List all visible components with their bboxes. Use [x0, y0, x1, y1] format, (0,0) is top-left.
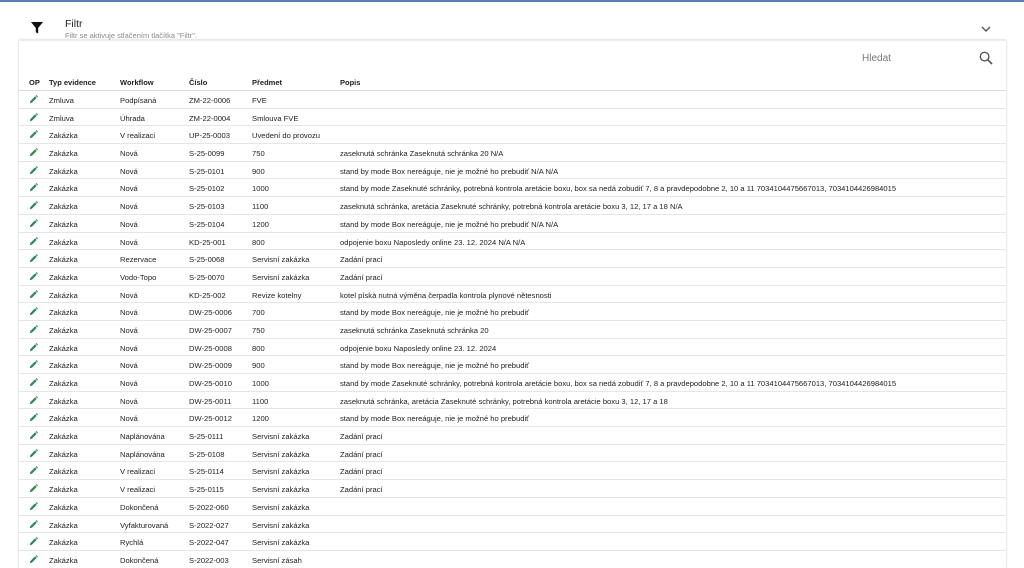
cell-cislo: S-25-0102: [189, 184, 225, 194]
cell-predmet: Servisní zásah: [252, 555, 302, 565]
cell-predmet: 1100: [252, 202, 269, 212]
cell-workflow: Nová: [120, 414, 138, 424]
cell-predmet: 1200: [252, 414, 269, 424]
edit-pencil-icon[interactable]: [29, 360, 38, 369]
cell-cislo: S-25-0103: [189, 202, 225, 212]
edit-pencil-icon[interactable]: [29, 413, 38, 422]
cell-typ-evidence: Zakázka: [49, 202, 78, 212]
cell-cislo: S-25-0111: [189, 432, 224, 442]
cell-workflow: Naplánována: [120, 432, 165, 442]
cell-workflow: Úhrada: [120, 113, 145, 123]
table-row[interactable]: [19, 215, 1006, 233]
cell-workflow: Vyfakturovaná: [120, 520, 169, 530]
cell-workflow: Dokončená: [120, 502, 159, 512]
cell-workflow: Nová: [120, 343, 138, 353]
cell-typ-evidence: Zakázka: [49, 449, 78, 459]
table-row[interactable]: [19, 250, 1006, 268]
cell-workflow: Naplánována: [120, 449, 165, 459]
cell-workflow: Nová: [120, 361, 138, 371]
cell-workflow: Nová: [120, 219, 138, 229]
cell-typ-evidence: Zakázka: [49, 325, 78, 335]
cell-workflow: Nová: [120, 166, 138, 176]
edit-pencil-icon[interactable]: [29, 396, 38, 405]
cell-cislo: S-25-0101: [189, 166, 225, 176]
cell-cislo: S-25-0114: [189, 467, 224, 477]
filter-icon: [31, 22, 43, 34]
cell-predmet: Servisní zakázka: [252, 485, 310, 495]
table-row[interactable]: [19, 339, 1006, 357]
table-row[interactable]: [19, 179, 1006, 197]
table-row[interactable]: [19, 303, 1006, 321]
cell-workflow: Podpísaná: [120, 96, 157, 105]
cell-predmet: Uvedení do provozu: [252, 131, 320, 141]
table-row[interactable]: [19, 321, 1006, 339]
cell-workflow: Nová: [120, 379, 138, 388]
cell-predmet: 1000: [252, 379, 269, 388]
table-header: [19, 74, 1006, 91]
edit-pencil-icon[interactable]: [29, 166, 38, 175]
search-icon[interactable]: [979, 51, 993, 65]
cell-predmet: Servisní zakázka: [252, 272, 310, 282]
cell-popis: zaseknutá schránka Zaseknutá schránka 20: [340, 325, 489, 335]
cell-popis: stand by mode Box nereáguje, nie je možné ho prebudiť: [340, 414, 530, 424]
cell-typ-evidence: Zakázka: [49, 432, 78, 442]
cell-workflow: Nová: [120, 184, 138, 194]
cell-popis: Zadání prací: [340, 432, 383, 442]
records-table-card: [19, 40, 1006, 568]
cell-predmet: Servisní zakázka: [252, 502, 310, 512]
cell-typ-evidence: Zmluva: [49, 113, 74, 123]
table-row[interactable]: [19, 392, 1006, 410]
table-row[interactable]: [19, 126, 1006, 144]
edit-pencil-icon[interactable]: [29, 449, 38, 458]
cell-typ-evidence: Zmluva: [49, 96, 74, 105]
table-row[interactable]: [19, 268, 1006, 286]
table-row[interactable]: [19, 516, 1006, 534]
cell-predmet: Servisní zakázka: [252, 467, 310, 477]
cell-typ-evidence: Zakázka: [49, 396, 78, 406]
cell-workflow: V realizaci: [120, 485, 156, 495]
cell-popis: Zadání prací: [340, 272, 383, 282]
edit-pencil-icon[interactable]: [29, 201, 38, 210]
cell-workflow: Rychlá: [120, 538, 144, 548]
table-row[interactable]: [19, 197, 1006, 215]
column-header-predmet[interactable]: Předmet: [252, 78, 283, 87]
cell-typ-evidence: Zakázka: [49, 538, 78, 548]
cell-workflow: Nová: [120, 396, 138, 406]
edit-pencil-icon[interactable]: [29, 237, 38, 246]
cell-cislo: S-25-0068: [189, 255, 225, 265]
cell-predmet: Servisní zakázka: [252, 432, 310, 442]
cell-workflow: Nová: [120, 290, 138, 300]
cell-cislo: DW-25-0012: [189, 414, 232, 424]
edit-pencil-icon[interactable]: [29, 148, 38, 157]
cell-cislo: S-25-0070: [189, 272, 225, 282]
cell-predmet: 750: [252, 325, 265, 335]
cell-popis: odpojenie boxu Naposledy online 23. 12. 2024 N/A N/A: [340, 237, 526, 247]
cell-typ-evidence: Zakázka: [49, 272, 78, 282]
column-header-op[interactable]: OP: [29, 78, 40, 87]
cell-workflow: V realizaci: [120, 131, 156, 141]
edit-pencil-icon[interactable]: [29, 183, 38, 192]
table-row[interactable]: [19, 91, 1006, 109]
cell-workflow: Nová: [120, 237, 138, 247]
cell-cislo: UP-25-0003: [189, 131, 230, 141]
cell-cislo: S-25-0108: [189, 449, 225, 459]
edit-pencil-icon[interactable]: [29, 254, 38, 263]
cell-predmet: Servisní zakázka: [252, 449, 310, 459]
cell-popis: stand by mode Box nereáguje, nie je možné ho prebudiť N/A N/A: [340, 166, 559, 176]
cell-typ-evidence: Zakázka: [49, 290, 78, 300]
cell-workflow: Nová: [120, 325, 138, 335]
edit-pencil-icon[interactable]: [29, 431, 38, 440]
table-row[interactable]: [19, 498, 1006, 516]
table-row[interactable]: [19, 233, 1006, 251]
cell-popis: Zadání prací: [340, 449, 383, 459]
cell-typ-evidence: Zakázka: [49, 131, 78, 141]
table-row[interactable]: [19, 286, 1006, 304]
cell-popis: zaseknutá schránka, aretácia Zaseknuté schránky, potrebná kontrola aretácie boxu 3, 12, 17 a 18: [340, 396, 668, 406]
cell-predmet: Servisní zakázka: [252, 255, 310, 265]
table-row[interactable]: [19, 409, 1006, 427]
cell-predmet: 800: [252, 237, 265, 247]
edit-pencil-icon[interactable]: [29, 95, 38, 104]
column-header-workflow[interactable]: Workflow: [120, 78, 154, 87]
cell-popis: odpojenie boxu Naposledy online 23. 12. 2024: [340, 343, 497, 353]
edit-pencil-icon[interactable]: [29, 378, 38, 387]
cell-cislo: S-25-0104: [189, 219, 225, 229]
cell-popis: stand by mode Zaseknuté schránky, potrebná kontrola aretácie boxu, box sa nedá zobudiť 7, 8 a pravdepodobne 2, 10 a 11 7034104475667013, 7034104426984015: [340, 379, 897, 388]
cell-typ-evidence: Zakázka: [49, 308, 78, 318]
filter-title: Filtr: [65, 18, 83, 30]
cell-cislo: S-25-0115: [189, 485, 224, 495]
cell-predmet: 900: [252, 166, 265, 176]
cell-typ-evidence: Zakázka: [49, 237, 78, 247]
cell-typ-evidence: Zakázka: [49, 414, 78, 424]
cell-typ-evidence: Zakázka: [49, 166, 78, 176]
cell-cislo: S-2022-003: [189, 555, 229, 565]
cell-cislo: ZM-22-0006: [189, 96, 231, 105]
cell-popis: stand by mode Zaseknuté schránky, potrebná kontrola aretácie boxu, box sa nedá zobudiť 7, 8 a pravdepodobne 2, 10 a 11 7034104475667013, 7034104426984015: [340, 184, 897, 194]
cell-cislo: ZM-22-0004: [189, 113, 231, 123]
edit-pencil-icon[interactable]: [29, 325, 38, 334]
cell-cislo: DW-25-0008: [189, 343, 232, 353]
cell-popis: Zadání prací: [340, 255, 383, 265]
column-header-popis[interactable]: Popis: [340, 78, 361, 87]
cell-workflow: Nová: [120, 149, 138, 159]
cell-typ-evidence: Zakázka: [49, 255, 78, 265]
cell-predmet: 1200: [252, 219, 269, 229]
cell-predmet: Revize kotelny: [252, 290, 302, 300]
cell-cislo: KD-25-001: [189, 237, 226, 247]
cell-predmet: Servisní zakázka: [252, 538, 310, 548]
cell-workflow: Nová: [120, 308, 138, 318]
edit-pencil-icon[interactable]: [29, 484, 38, 493]
cell-workflow: V realizaci: [120, 467, 156, 477]
cell-cislo: S-25-0099: [189, 149, 225, 159]
cell-cislo: DW-25-0007: [189, 325, 232, 335]
cell-typ-evidence: Zakázka: [49, 343, 78, 353]
table-body: [19, 91, 1006, 568]
cell-popis: kotel pískà nutná výměna čerpadla kontrola plynové nětesnosti: [340, 290, 552, 300]
cell-cislo: S-2022-060: [189, 502, 229, 512]
cell-typ-evidence: Zakázka: [49, 520, 78, 530]
cell-workflow: Vodo-Topo: [120, 272, 157, 282]
edit-pencil-icon[interactable]: [29, 520, 38, 529]
edit-pencil-icon[interactable]: [29, 219, 38, 228]
cell-typ-evidence: Zakázka: [49, 184, 78, 194]
edit-pencil-icon[interactable]: [29, 272, 38, 281]
cell-typ-evidence: Zakázka: [49, 555, 78, 565]
edit-pencil-icon[interactable]: [29, 502, 38, 511]
cell-workflow: Nová: [120, 202, 138, 212]
cell-predmet: 750: [252, 149, 265, 159]
edit-pencil-icon[interactable]: [29, 555, 38, 564]
cell-typ-evidence: Zakázka: [49, 219, 78, 229]
filter-panel-header[interactable]: [0, 2, 1024, 40]
cell-popis: zaseknutá schránka Zaseknutá schránka 20 N/A: [340, 149, 504, 159]
edit-pencil-icon[interactable]: [29, 466, 38, 475]
table-row[interactable]: [19, 480, 1006, 498]
cell-predmet: 700: [252, 308, 265, 318]
edit-pencil-icon[interactable]: [29, 343, 38, 352]
cell-predmet: 900: [252, 361, 265, 371]
table-row[interactable]: [19, 356, 1006, 374]
table-row[interactable]: [19, 162, 1006, 180]
cell-popis: stand by mode Box nereáguje, nie je možné ho prebudiť: [340, 361, 530, 371]
cell-typ-evidence: Zakázka: [49, 361, 78, 371]
cell-predmet: Servisní zakázka: [252, 520, 310, 530]
cell-workflow: Rezervace: [120, 255, 157, 265]
edit-pencil-icon[interactable]: [29, 130, 38, 139]
cell-cislo: DW-25-0006: [189, 308, 232, 318]
table-row[interactable]: [19, 533, 1006, 551]
cell-typ-evidence: Zakázka: [49, 149, 78, 159]
cell-predmet: Smlouva FVE: [252, 113, 299, 123]
table-row[interactable]: [19, 445, 1006, 463]
edit-pencil-icon[interactable]: [29, 113, 38, 122]
cell-popis: stand by mode Box nereáguje, nie je možné ho prebudiť: [340, 308, 530, 318]
cell-typ-evidence: Zakázka: [49, 467, 78, 477]
cell-workflow: Dokončená: [120, 555, 159, 565]
cell-cislo: KD-25-002: [189, 290, 226, 300]
cell-popis: zaseknutá schránka, aretácia Zaseknuté schránky, potrebná kontrola aretácie boxu 3, 12, 17 a 18 N/A: [340, 202, 683, 212]
cell-typ-evidence: Zakázka: [49, 485, 78, 495]
cell-predmet: 1000: [252, 184, 269, 194]
cell-cislo: DW-25-0011: [189, 396, 232, 406]
cell-cislo: S-2022-027: [189, 520, 229, 530]
table-row[interactable]: [19, 144, 1006, 162]
cell-popis: stand by mode Box nereáguje, nie je možné ho prebudiť N/A N/A: [340, 219, 559, 229]
cell-predmet: 800: [252, 343, 265, 353]
cell-typ-evidence: Zakázka: [49, 379, 78, 388]
column-header-typ-evidence[interactable]: Typ evidence: [49, 78, 96, 87]
search-input[interactable]: Hledat: [862, 53, 891, 64]
cell-cislo: DW-25-0009: [189, 361, 232, 371]
table-row[interactable]: [19, 462, 1006, 480]
cell-predmet: 1100: [252, 396, 269, 406]
chevron-down-icon[interactable]: [980, 24, 992, 34]
filter-subtitle: Filtr se aktivuje stlačením tlačítka "Filtr".: [65, 31, 198, 40]
table-row[interactable]: [19, 551, 1006, 568]
table-row[interactable]: [19, 427, 1006, 445]
column-header-cislo[interactable]: Číslo: [189, 78, 208, 87]
edit-pencil-icon[interactable]: [29, 307, 38, 316]
cell-popis: Zadání prací: [340, 467, 383, 477]
cell-cislo: DW-25-0010: [189, 379, 232, 388]
cell-predmet: FVE: [252, 96, 267, 105]
table-row[interactable]: [19, 109, 1006, 127]
cell-cislo: S-2022-047: [189, 538, 229, 548]
edit-pencil-icon[interactable]: [29, 537, 38, 546]
edit-pencil-icon[interactable]: [29, 290, 38, 299]
cell-popis: Zadání prací: [340, 485, 383, 495]
cell-typ-evidence: Zakázka: [49, 502, 78, 512]
table-row[interactable]: [19, 374, 1006, 392]
